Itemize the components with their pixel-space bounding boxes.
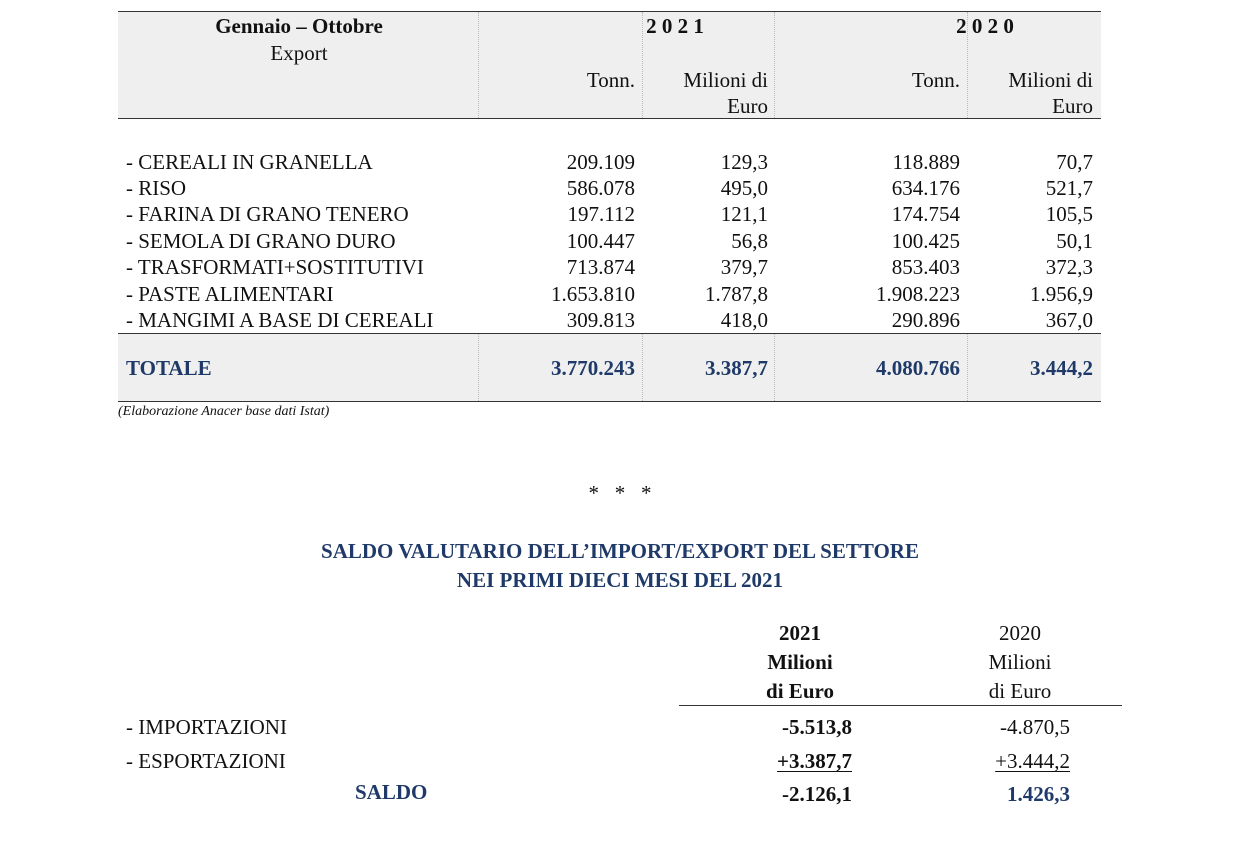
table-top-rule: [118, 11, 1101, 12]
header-tonn-2020: Tonn.: [911, 68, 960, 92]
cell-tonn-2021: 100.447: [566, 229, 635, 253]
total-tonn-2021: 3.770.243: [551, 356, 635, 380]
underlined-value: +3.387,7: [777, 749, 852, 773]
total-meuro-2020: 3.444,2: [1030, 356, 1093, 380]
header-year-2021: 2 0 2 1: [646, 14, 704, 38]
balance-title-line1: SALDO VALUTARIO DELL’IMPORT/EXPORT DEL SETTORE: [321, 539, 919, 563]
cell-tonn-2020: 634.176: [891, 176, 960, 200]
cell-tonn-2021: 1.653.810: [551, 282, 635, 306]
cell-tonn-2020: 100.425: [891, 229, 960, 253]
table-bottom-rule: [118, 401, 1101, 402]
cell-meuro-2020: 50,1: [1056, 229, 1093, 253]
row-label: - PASTE ALIMENTARI: [126, 282, 334, 306]
cell-meuro-2021: 56,8: [731, 229, 768, 253]
cell-meuro-2021: 495,0: [720, 176, 768, 200]
header-meuro-2021-line2: Euro: [727, 94, 768, 118]
cell-meuro-2020: 372,3: [1045, 255, 1093, 279]
cell-meuro-2021: 1.787,8: [705, 282, 768, 306]
cell-tonn-2020: 1.908.223: [876, 282, 960, 306]
row-label: - RISO: [126, 176, 187, 200]
header-bottom-rule: [118, 118, 1101, 119]
cell-tonn-2021: 309.813: [566, 308, 635, 332]
cell-tonn-2021: 209.109: [566, 150, 635, 174]
total-tonn-2020: 4.080.766: [876, 356, 960, 380]
balance-header-2020-unit2: di Euro: [988, 679, 1052, 703]
balance-row-label: - ESPORTAZIONI: [126, 749, 286, 773]
header-meuro-2020-line1: Milioni di: [1008, 68, 1093, 92]
balance-row-label: - IMPORTAZIONI: [126, 715, 287, 739]
balance-value-2021: [700, 748, 852, 774]
cell-tonn-2021: 586.078: [566, 176, 635, 200]
cell-tonn-2020: 174.754: [891, 202, 960, 226]
cell-meuro-2021: 379,7: [720, 255, 768, 279]
cell-tonn-2020: 290.896: [891, 308, 960, 332]
header-meuro-2020-line2: Euro: [1052, 94, 1093, 118]
cell-meuro-2021: 129,3: [720, 150, 768, 174]
balance-header-2021-unit1: Milioni: [767, 650, 833, 674]
total-label: TOTALE: [126, 356, 212, 380]
saldo-value-2021: -2.126,1: [782, 782, 852, 806]
cell-meuro-2020: 1.956,9: [1030, 282, 1093, 306]
cell-tonn-2021: 197.112: [567, 202, 635, 226]
cell-tonn-2020: 118.889: [892, 150, 960, 174]
saldo-label: SALDO: [355, 780, 428, 804]
balance-title-line2: NEI PRIMI DIECI MESI DEL 2021: [456, 568, 784, 592]
header-flow: Export: [270, 41, 328, 65]
cell-tonn-2020: 853.403: [891, 255, 960, 279]
cell-meuro-2020: 70,7: [1056, 150, 1093, 174]
column-separator: [967, 334, 968, 401]
row-label: - FARINA DI GRANO TENERO: [126, 202, 409, 226]
balance-header-2021-unit2: di Euro: [766, 679, 834, 703]
saldo-value-2020: 1.426,3: [1007, 782, 1070, 806]
header-meuro-2021-line1: Milioni di: [683, 68, 768, 92]
balance-value-2021: -5.513,8: [782, 715, 852, 739]
cell-meuro-2020: 521,7: [1045, 176, 1093, 200]
row-label: - TRASFORMATI+SOSTITUTIVI: [126, 255, 424, 279]
header-year-2020: 2 0 2 0: [956, 14, 1014, 38]
balance-header-2020-year: 2020: [999, 621, 1041, 645]
total-meuro-2021: 3.387,7: [705, 356, 768, 380]
balance-value-2020: [920, 748, 1070, 774]
header-tonn-2021: Tonn.: [586, 68, 635, 92]
row-label: - MANGIMI A BASE DI CEREALI: [126, 308, 434, 332]
source-note: (Elaborazione Anacer base dati Istat): [118, 404, 330, 419]
column-separator: [478, 334, 479, 401]
header-period: Gennaio – Ottobre: [215, 14, 383, 38]
total-top-rule: [118, 333, 1101, 334]
balance-header-2021-year: 2021: [779, 621, 821, 645]
balance-header-rule: [679, 705, 1122, 706]
cell-meuro-2021: 418,0: [720, 308, 768, 332]
row-label: - SEMOLA DI GRANO DURO: [126, 229, 396, 253]
cell-meuro-2021: 121,1: [720, 202, 768, 226]
balance-header-2020-unit1: Milioni: [988, 650, 1052, 674]
cell-meuro-2020: 105,5: [1045, 202, 1093, 226]
column-separator: [774, 334, 775, 401]
row-label: - CEREALI IN GRANELLA: [126, 150, 373, 174]
section-separator: * * *: [588, 481, 652, 505]
cell-meuro-2020: 367,0: [1045, 308, 1093, 332]
balance-value-2020: -4.870,5: [1000, 715, 1070, 739]
underlined-value: +3.444,2: [995, 749, 1070, 773]
cell-tonn-2021: 713.874: [566, 255, 635, 279]
